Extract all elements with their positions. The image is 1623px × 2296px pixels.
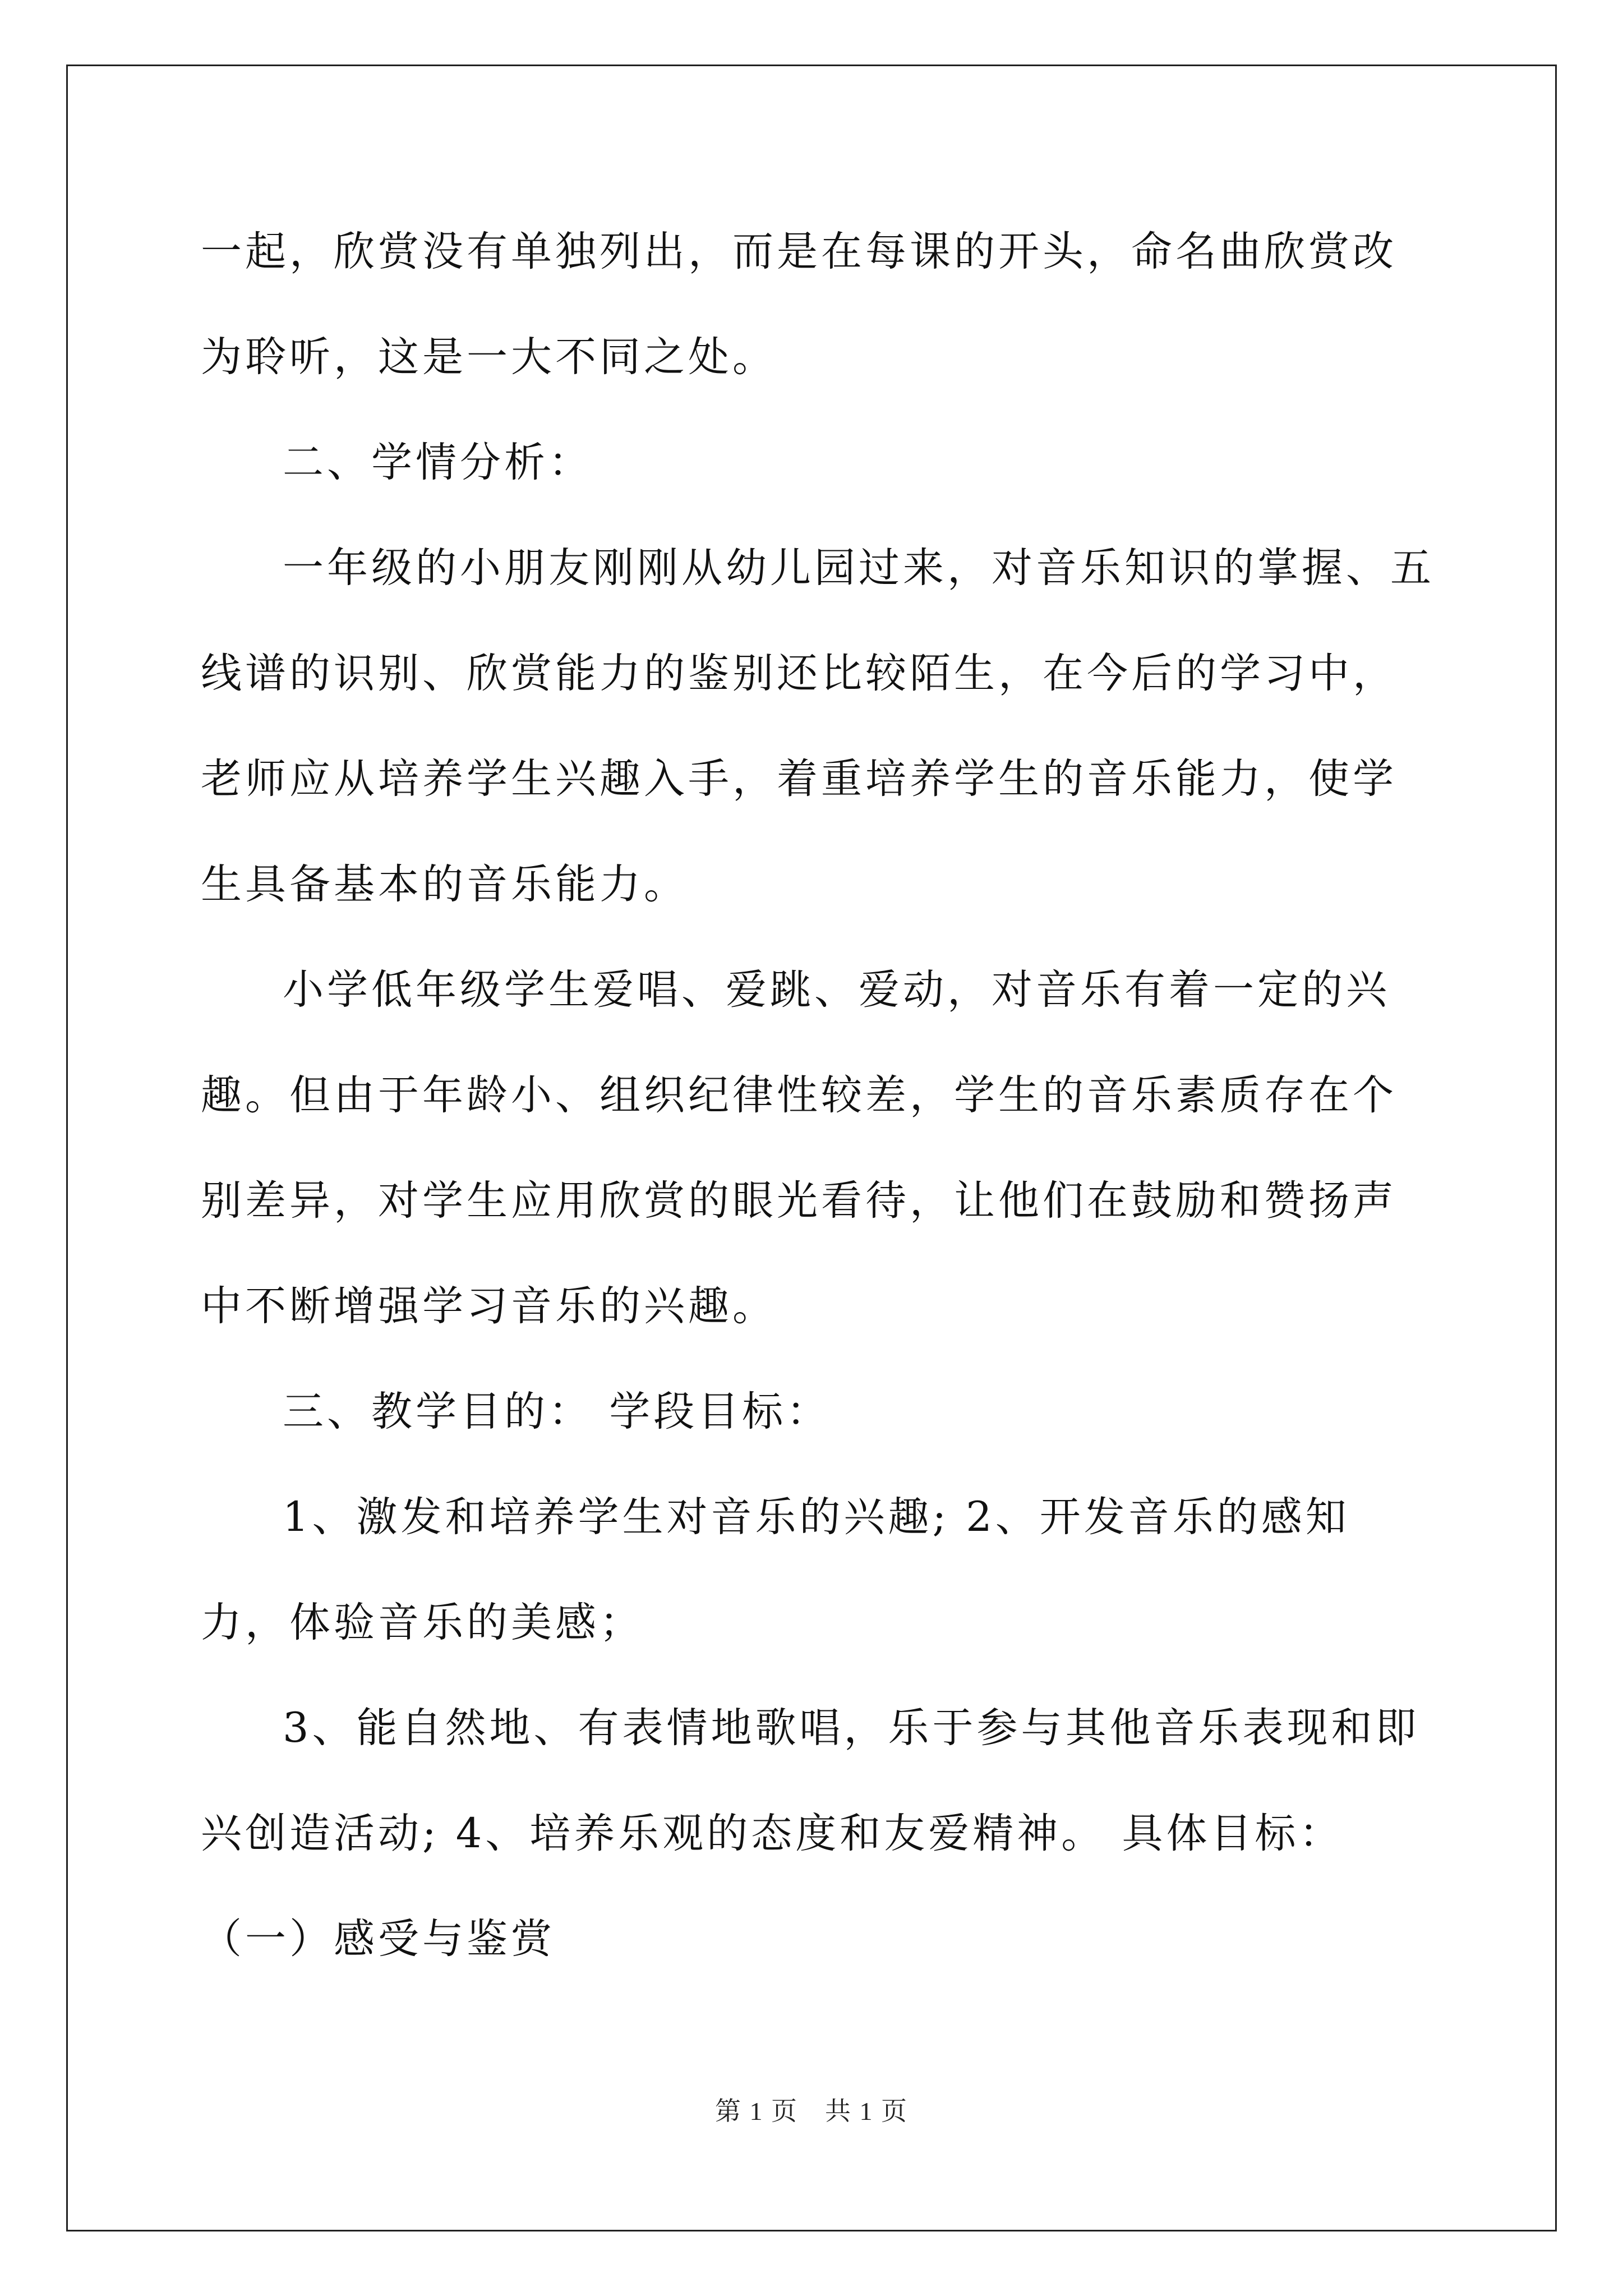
paragraph-intro-continuation: 一起，欣赏没有单独列出，而是在每课的开头，命名曲欣赏改为聆听，这是一大不同之处。 (201, 228, 1397, 381)
paragraph-goals-3-4: 3、能自然地、有表情地歌唱，乐于参与其他音乐表现和即兴创造活动; 4、培养乐观的态度和友爱精神。 具体目标：（一）感受与鉴赏 (201, 1704, 1420, 1963)
paragraph-goals-1-2: 1、激发和培养学生对音乐的兴趣; 2、开发音乐的感知力，体验音乐的美感； (201, 1493, 1350, 1646)
section-heading-learning-analysis: 二、学情分析： (283, 439, 593, 486)
paragraph-first-grade-analysis: 一年级的小朋友刚刚从幼儿园过来，对音乐知识的掌握、五线谱的识别、欣赏能力的鉴别还比较陌生，在今后的学习中，老师应从培养学生兴趣入手，着重培养学生的音乐能力，使学生具备基本的音乐能力。 (201, 544, 1435, 908)
paragraph-low-grade-students: 小学低年级学生爱唱、爱跳、爱动，对音乐有着一定的兴趣。但由于年龄小、组织纪律性较差，学生的音乐素质存在个别差异，对学生应用欣赏的眼光看待，让他们在鼓励和赞扬声中不断增强学习音乐的兴趣。 (201, 966, 1397, 1330)
page-footer: 第 1 页 共 1 页 (715, 2097, 908, 2125)
document-body (201, 199, 1435, 1992)
section-heading-teaching-goals: 三、教学目的： 学段目标： (283, 1388, 831, 1435)
